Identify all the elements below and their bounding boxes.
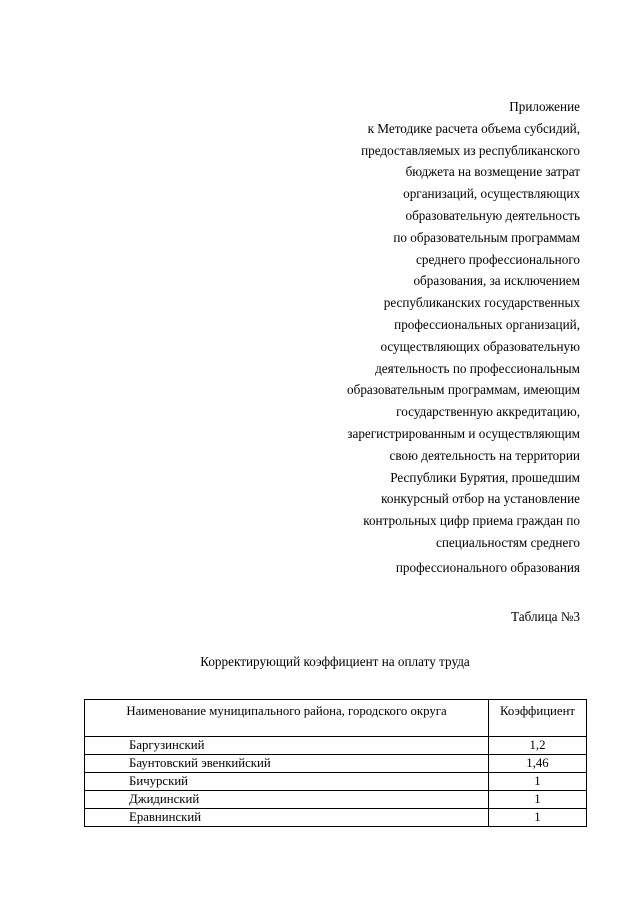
appendix-line: деятельность по профессиональным [375, 360, 580, 376]
coefficient-value: 1,2 [489, 737, 587, 755]
appendix-heading [260, 96, 580, 579]
district-name: Джидинский [85, 791, 489, 809]
appendix-line: осуществляющих образовательную [380, 338, 580, 354]
appendix-line: государственную аккредитацию, [396, 404, 580, 420]
appendix-line: республиканских государственных [383, 295, 580, 311]
appendix-line: образовательным программам, имеющим [347, 382, 580, 398]
coefficient-value: 1 [489, 809, 587, 827]
appendix-line: по образовательным программам [393, 229, 580, 245]
appendix-line: профессионального образования [395, 559, 580, 575]
district-name: Баргузинский [85, 737, 489, 755]
appendix-line: контрольных цифр приема граждан по [363, 513, 580, 529]
table-row [85, 791, 587, 809]
appendix-line: профессиональных организаций, [394, 316, 580, 332]
table-number: Таблица №3 [511, 609, 580, 624]
table-header-row [85, 700, 587, 737]
appendix-line: Республики Бурятия, прошедшим [390, 469, 580, 485]
appendix-line: предоставляемых из республиканского [361, 142, 580, 158]
coefficient-value: 1 [489, 791, 587, 809]
appendix-line: бюджета на возмещение затрат [405, 164, 580, 180]
table-row [85, 773, 587, 791]
table-row [85, 755, 587, 773]
coefficient-value: 1 [489, 773, 587, 791]
appendix-line: зарегистрированным и осуществляющим [347, 425, 580, 441]
table-row [85, 737, 587, 755]
appendix-line: конкурсный отбор на установление [381, 491, 580, 507]
district-name: Еравнинский [85, 809, 489, 827]
appendix-line: специальностям среднего [436, 534, 580, 550]
coefficient-table [84, 699, 587, 827]
header-coefficient: Коэффициент [489, 700, 587, 737]
table-row [85, 809, 587, 827]
appendix-line: среднего профессионального [416, 251, 580, 267]
district-name: Баунтовский эвенкийский [85, 755, 489, 773]
district-name: Бичурский [85, 773, 489, 791]
coefficient-value: 1,46 [489, 755, 587, 773]
appendix-line: образования, за исключением [413, 273, 580, 289]
header-district-name: Наименование муниципального района, городского округа [85, 700, 489, 737]
appendix-line: свою деятельность на территории [389, 447, 580, 463]
table-title: Корректирующий коэффициент на оплату труда [200, 654, 470, 669]
appendix-line: образовательную деятельность [405, 207, 580, 223]
appendix-line: Приложение [509, 99, 580, 114]
appendix-line: организаций, осуществляющих [403, 186, 580, 202]
appendix-line: к Методике расчета объема субсидий, [367, 120, 580, 136]
